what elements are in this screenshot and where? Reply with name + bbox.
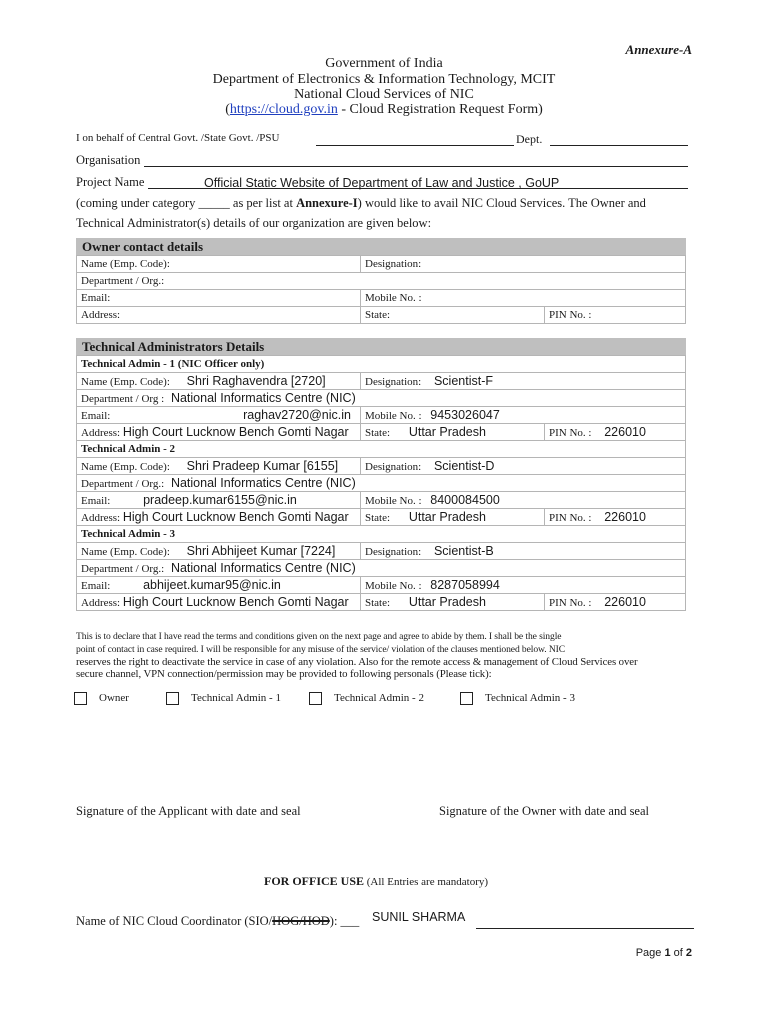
admin-2-pin-label: PIN No. : xyxy=(549,512,592,524)
admin-2-pin-value[interactable]: 226010 xyxy=(604,510,646,524)
owner-designation-label: Designation: xyxy=(365,258,422,270)
admin-1-name-cell[interactable] xyxy=(77,373,361,390)
applicant-signature-label: Signature of the Applicant with date and seal xyxy=(76,804,301,818)
tick-admin-1-label: Technical Admin - 1 xyxy=(191,692,281,705)
page-number xyxy=(636,947,692,959)
owner-mobile-label: Mobile No. : xyxy=(365,292,422,304)
admin-2-state-cell[interactable] xyxy=(361,509,545,526)
dept-line[interactable] xyxy=(550,145,688,146)
admin-1-row-address xyxy=(77,424,686,441)
admin-3-designation-cell[interactable] xyxy=(361,543,686,560)
admin-2-heading: Technical Admin - 2 xyxy=(77,441,686,458)
owner-dept-label: Department / Org.: xyxy=(81,275,165,287)
admin-1-heading-row xyxy=(77,356,686,373)
admin-2-dept-value[interactable]: National Informatics Centre (NIC) xyxy=(170,476,356,490)
admin-1-email-cell[interactable] xyxy=(77,407,361,424)
admin-2-designation-label: Designation: xyxy=(365,461,422,473)
admin-1-pin-value[interactable]: 226010 xyxy=(604,425,646,439)
admin-1-mobile-value[interactable]: 9453026047 xyxy=(430,408,500,422)
admin-2-heading-row xyxy=(77,441,686,458)
annexure-ref: Annexure-I xyxy=(296,196,358,210)
admin-3-row-name xyxy=(77,543,686,560)
admin-1-row-name xyxy=(77,373,686,390)
office-use-heading xyxy=(264,874,488,889)
admin-2-row-address xyxy=(77,509,686,526)
owner-name-label: Name (Emp. Code): xyxy=(81,258,170,270)
office-use-title: FOR OFFICE USE xyxy=(264,874,365,888)
admin-3-mobile-value[interactable]: 8287058994 xyxy=(430,578,500,592)
owner-row-dept xyxy=(77,273,686,290)
declaration-line-2: point of contact in case required. I will be responsible for any misuse of the service/ violation of the clauses mentioned below. NIC xyxy=(76,644,566,655)
coordinator-value[interactable]: SUNIL SHARMA xyxy=(372,910,466,924)
coordinator-label-pre: Name of NIC Cloud Coordinator (SIO/ xyxy=(76,914,273,928)
category-post: ) would like to avail NIC Cloud Services. The Owner and xyxy=(357,196,646,210)
checkbox-owner[interactable] xyxy=(74,692,87,705)
tick-admin-3-label: Technical Admin - 3 xyxy=(485,692,575,705)
admin-3-state-label: State: xyxy=(365,597,391,609)
category-text xyxy=(76,196,646,211)
admin-2-name-label: Name (Emp. Code): xyxy=(81,461,170,473)
admin-2-email-value[interactable]: pradeep.kumar6155@nic.in xyxy=(143,493,297,507)
tick-owner[interactable] xyxy=(74,692,129,705)
admin-1-designation-value[interactable]: Scientist-F xyxy=(433,374,494,388)
coordinator-label xyxy=(76,914,359,929)
admin-1-email-value[interactable]: raghav2720@nic.in xyxy=(243,408,351,422)
admin-1-designation-cell[interactable] xyxy=(361,373,686,390)
govt-line[interactable] xyxy=(316,145,514,146)
admin-3-name-label: Name (Emp. Code): xyxy=(81,546,170,558)
header-line-1: Government of India xyxy=(325,56,443,71)
coordinator-struck: HOG/HOD xyxy=(272,914,330,928)
admin-2-email-cell[interactable] xyxy=(77,492,361,509)
coordinator-line[interactable] xyxy=(476,928,694,929)
admin-2-name-value[interactable]: Shri Pradeep Kumar [6155] xyxy=(186,459,339,473)
admin-1-name-value[interactable]: Shri Raghavendra [2720] xyxy=(186,374,326,388)
admin-2-state-value[interactable]: Uttar Pradesh xyxy=(408,510,486,524)
owner-row-name xyxy=(77,256,686,273)
owner-row-email xyxy=(77,290,686,307)
admin-3-designation-value[interactable]: Scientist-B xyxy=(433,544,494,558)
admin-1-address-value[interactable]: High Court Lucknow Bench Gomti Nagar xyxy=(122,425,349,439)
admin-1-address-cell[interactable] xyxy=(77,424,361,441)
tech-section-title: Technical Administrators Details xyxy=(76,338,686,355)
owner-dept-cell[interactable] xyxy=(77,273,686,290)
page-pre: Page xyxy=(635,947,665,959)
paren-open: ( xyxy=(225,102,230,117)
tick-admin-3[interactable] xyxy=(460,692,575,705)
category-line-2: Technical Administrator(s) details of our organization are given below: xyxy=(76,216,432,230)
admin-3-dept-cell[interactable] xyxy=(77,560,686,577)
admin-3-address-value[interactable]: High Court Lucknow Bench Gomti Nagar xyxy=(122,595,349,609)
organisation-label: Organisation xyxy=(76,153,141,167)
admin-2-address-value[interactable]: High Court Lucknow Bench Gomti Nagar xyxy=(122,510,349,524)
admin-2-mobile-value[interactable]: 8400084500 xyxy=(430,493,500,507)
checkbox-admin-1[interactable] xyxy=(166,692,179,705)
owner-designation-cell[interactable] xyxy=(361,256,686,273)
admin-2-row-email xyxy=(77,492,686,509)
admin-1-designation-label: Designation: xyxy=(365,376,422,388)
admin-1-email-label: Email: xyxy=(81,410,111,422)
admin-1-mobile-cell[interactable] xyxy=(361,407,686,424)
admin-3-email-cell[interactable] xyxy=(77,577,361,594)
office-use-note: (All Entries are mandatory) xyxy=(364,876,489,888)
dept-label: Dept. xyxy=(516,132,543,146)
admin-2-pin-cell[interactable] xyxy=(545,509,686,526)
category-pre: (coming under category _____ as per list at xyxy=(76,196,297,210)
admin-3-mobile-label: Mobile No. : xyxy=(365,580,422,592)
declaration-line-4: secure channel, VPN connection/permission may be provided to following personals (Please tick): xyxy=(76,668,492,680)
header-line-4 xyxy=(0,102,768,118)
admin-2-mobile-cell[interactable] xyxy=(361,492,686,509)
admin-1-state-label: State: xyxy=(365,427,391,439)
admin-2-row-name xyxy=(77,458,686,475)
coordinator-label-post: ): ___ xyxy=(329,914,360,928)
admin-3-state-cell[interactable] xyxy=(361,594,545,611)
owner-row-address xyxy=(77,307,686,324)
admin-3-address-label: Address: xyxy=(81,597,121,609)
admin-1-dept-value[interactable]: National Informatics Centre (NIC) xyxy=(170,391,356,405)
owner-section-title: Owner contact details xyxy=(76,238,686,255)
admin-3-name-cell[interactable] xyxy=(77,543,361,560)
page-total: 2 xyxy=(685,947,692,959)
admin-1-address-label: Address: xyxy=(81,427,121,439)
admin-3-state-value[interactable]: Uttar Pradesh xyxy=(408,595,486,609)
page-current: 1 xyxy=(664,947,671,959)
admin-1-pin-label: PIN No. : xyxy=(549,427,592,439)
behalf-label: I on behalf of Central Govt. /State Govt. /PSU xyxy=(76,132,280,144)
admin-2-name-cell[interactable] xyxy=(77,458,361,475)
owner-table xyxy=(76,255,686,324)
admin-1-heading: Technical Admin - 1 (NIC Officer only) xyxy=(77,356,686,373)
tick-admin-1[interactable] xyxy=(166,692,281,705)
admin-3-row-dept xyxy=(77,560,686,577)
admin-1-dept-cell[interactable] xyxy=(77,390,686,407)
admin-2-dept-cell[interactable] xyxy=(77,475,686,492)
tick-owner-label: Owner xyxy=(99,692,129,705)
declaration-line-3: reserves the right to deactivate the service in case of any violation. Also for the remote access & management of Cloud Services over xyxy=(76,656,638,668)
declaration-line-1: This is to declare that I have read the terms and conditions given on the next page and agree to abide by them. I shall be the single xyxy=(76,631,562,642)
admin-3-pin-value[interactable]: 226010 xyxy=(604,595,646,609)
header-line-3: National Cloud Services of NIC xyxy=(294,87,474,102)
owner-pin-cell[interactable] xyxy=(545,307,686,324)
admin-1-state-value[interactable]: Uttar Pradesh xyxy=(408,425,486,439)
admin-2-state-label: State: xyxy=(365,512,391,524)
header-line-2: Department of Electronics & Information Technology, MCIT xyxy=(212,72,556,87)
admin-3-pin-cell[interactable] xyxy=(545,594,686,611)
admin-3-email-value[interactable]: abhijeet.kumar95@nic.in xyxy=(143,578,281,592)
admin-3-heading: Technical Admin - 3 xyxy=(77,526,686,543)
project-name-value[interactable]: Official Static Website of Department of Law and Justice , GoUP xyxy=(204,176,560,190)
owner-address-cell[interactable] xyxy=(77,307,361,324)
admin-3-row-address xyxy=(77,594,686,611)
owner-email-label: Email: xyxy=(81,292,111,304)
admin-3-dept-label: Department / Org.: xyxy=(81,563,165,575)
admin-2-dept-label: Department / Org.: xyxy=(81,478,165,490)
admin-3-mobile-cell[interactable] xyxy=(361,577,686,594)
owner-state-label: State: xyxy=(365,309,391,321)
admin-3-heading-row xyxy=(77,526,686,543)
owner-signature-label: Signature of the Owner with date and seal xyxy=(439,804,650,818)
admin-3-dept-value[interactable]: National Informatics Centre (NIC) xyxy=(170,561,356,575)
tech-table xyxy=(76,355,686,611)
page-of: of xyxy=(670,947,686,959)
admin-3-email-label: Email: xyxy=(81,580,111,592)
owner-name-cell[interactable] xyxy=(77,256,361,273)
admin-1-dept-label: Department / Org : xyxy=(81,393,165,405)
cloud-link[interactable]: https://cloud.gov.in xyxy=(229,102,338,117)
admin-3-pin-label: PIN No. : xyxy=(549,597,592,609)
annexure-label: Annexure-A xyxy=(625,42,692,57)
admin-2-designation-value[interactable]: Scientist-D xyxy=(433,459,495,473)
admin-1-row-email xyxy=(77,407,686,424)
admin-1-row-dept xyxy=(77,390,686,407)
admin-3-address-cell[interactable] xyxy=(77,594,361,611)
checkbox-admin-2[interactable] xyxy=(309,692,322,705)
admin-1-pin-cell[interactable] xyxy=(545,424,686,441)
admin-1-name-label: Name (Emp. Code): xyxy=(81,376,170,388)
admin-3-row-email xyxy=(77,577,686,594)
admin-1-state-cell[interactable] xyxy=(361,424,545,441)
admin-2-designation-cell[interactable] xyxy=(361,458,686,475)
checkbox-admin-3[interactable] xyxy=(460,692,473,705)
admin-2-address-label: Address: xyxy=(81,512,121,524)
tick-admin-2[interactable] xyxy=(309,692,424,705)
header-line-4-rest: - Cloud Registration Request Form) xyxy=(337,102,543,117)
owner-pin-label: PIN No. : xyxy=(549,309,592,321)
organisation-line[interactable] xyxy=(144,166,688,167)
owner-email-cell[interactable] xyxy=(77,290,361,307)
project-name-label: Project Name xyxy=(76,175,145,189)
admin-2-mobile-label: Mobile No. : xyxy=(365,495,422,507)
admin-3-designation-label: Designation: xyxy=(365,546,422,558)
owner-address-label: Address: xyxy=(81,309,121,321)
tick-admin-2-label: Technical Admin - 2 xyxy=(334,692,424,705)
admin-2-address-cell[interactable] xyxy=(77,509,361,526)
admin-1-mobile-label: Mobile No. : xyxy=(365,410,422,422)
admin-3-name-value[interactable]: Shri Abhijeet Kumar [7224] xyxy=(186,544,336,558)
admin-2-email-label: Email: xyxy=(81,495,111,507)
owner-state-cell[interactable] xyxy=(361,307,545,324)
owner-mobile-cell[interactable] xyxy=(361,290,686,307)
admin-2-row-dept xyxy=(77,475,686,492)
